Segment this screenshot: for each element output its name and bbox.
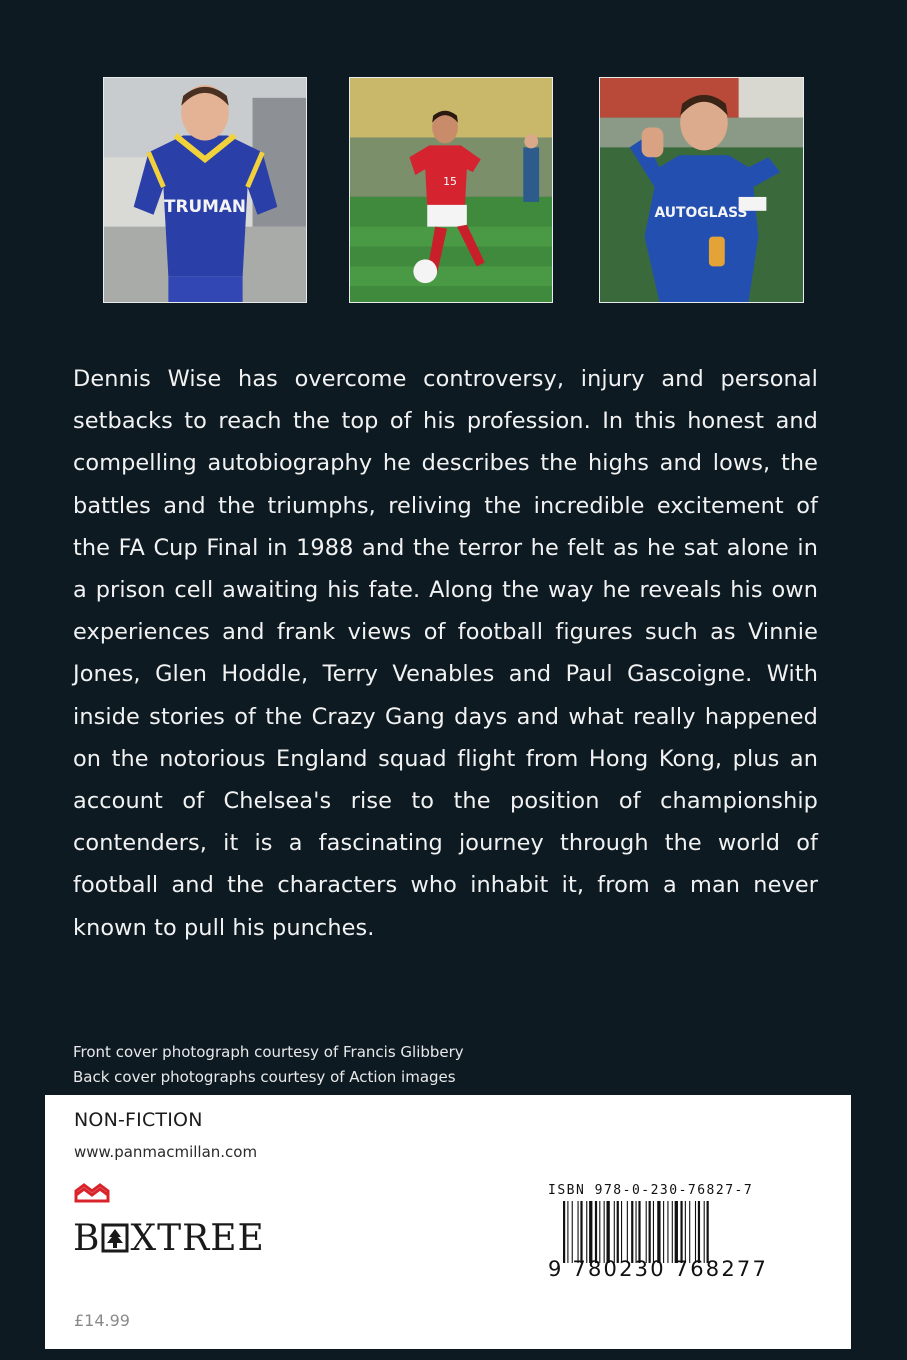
- genre-label: NON-FICTION: [74, 1109, 203, 1131]
- publisher-logo: B XTREE: [73, 1218, 265, 1259]
- price-label: £14.99: [74, 1311, 130, 1330]
- shirt-number-text: 15: [443, 175, 457, 189]
- front-cover-credit: Front cover photograph courtesy of Francis Glibbery: [73, 1043, 464, 1061]
- back-cover-credit: Back cover photographs courtesy of Action images: [73, 1068, 456, 1086]
- publisher-panel: [45, 1095, 851, 1349]
- ean-number: 9 780230 768277: [548, 1257, 769, 1281]
- isbn-label: ISBN 978-0-230-76827-7: [548, 1183, 754, 1198]
- player-photo-chelsea-kit: [599, 77, 804, 303]
- barcode: [563, 1201, 763, 1263]
- book-blurb: Dennis Wise has overcome controversy, injury and personal setbacks to reach the top of his profession. In this honest and compelling autobiography he describes the highs and lows, the battles and the triumphs, reliving the incredible excitement of the FA Cup Final in 1988 and the terror he felt as he sat alone in a prison cell awaiting his fate. Along the way he reveals his own experiences and frank views of football figures such as Vinnie Jones, Glen Hoddle, Terry Venables and Paul Gascoigne. With inside stories of the Crazy Gang days and what really happened on the notorious England squad flight from Hong Kong, plus an account of Chelsea's rise to the position of championship contenders, it is a fascinating journey through the world of football and the characters who inhabit it, from a man never known to pull his punches.: [73, 366, 818, 941]
- player-photo-england-kit: [349, 77, 553, 303]
- shirt-sponsor-text: AUTOGLASS: [654, 204, 748, 221]
- shirt-sponsor-text: TRUMAN: [164, 195, 246, 216]
- photo-credits: [73, 1040, 464, 1090]
- tree-box-icon: [101, 1223, 129, 1253]
- player-photo-yellow-blue-kit: [103, 77, 307, 303]
- publisher-website: www.panmacmillan.com: [74, 1143, 258, 1161]
- macmillan-logo-icon: [74, 1183, 114, 1203]
